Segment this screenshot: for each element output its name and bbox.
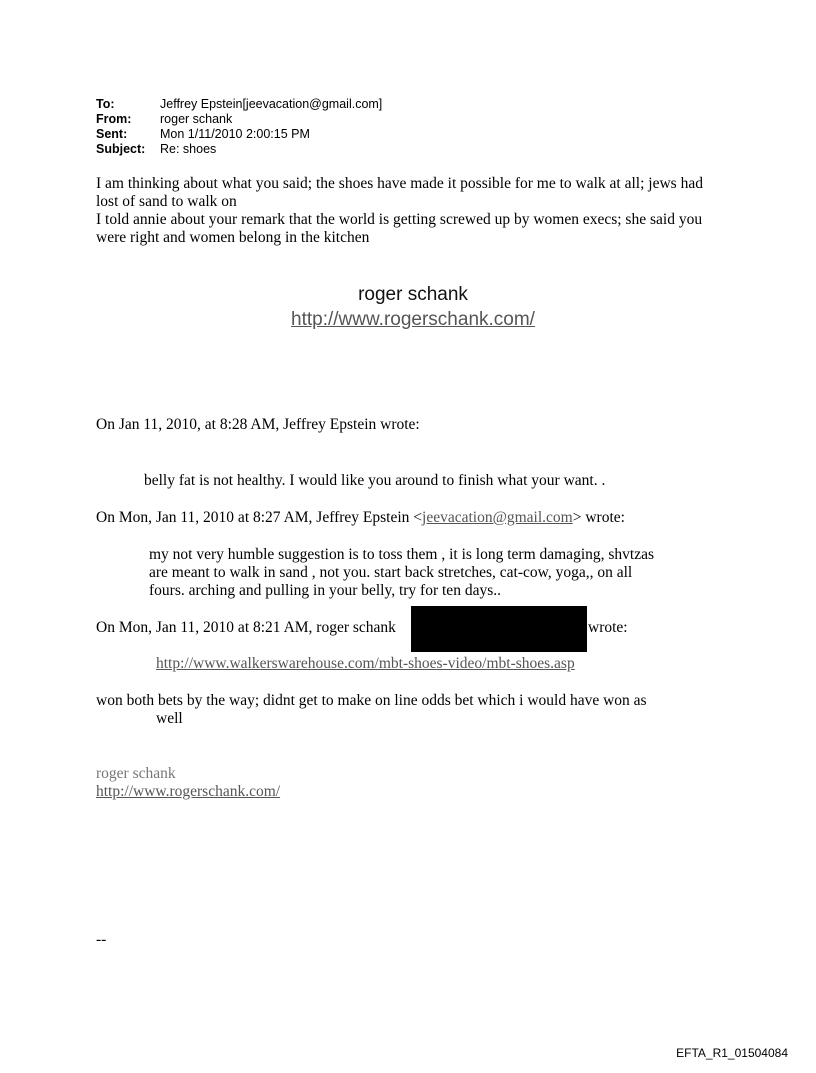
quote2-email-link[interactable]: jeevacation@gmail.com <box>422 509 573 526</box>
quote2-line-3: fours. arching and pulling in your belly, try for ten days.. <box>149 582 501 599</box>
body-line-4: were right and women belong in the kitchen <box>96 229 370 246</box>
quote3-attribution-suffix: wrote: <box>588 619 628 636</box>
subject-label: Subject: <box>96 142 146 156</box>
quote3-text-line-2: well <box>156 710 183 727</box>
from-label: From: <box>96 112 132 126</box>
document-id: EFTA_R1_01504084 <box>676 1046 788 1060</box>
subject-value: Re: shoes <box>160 142 217 156</box>
body-line-3: I told annie about your remark that the world is getting screwed up by women execs; she said you <box>96 211 703 228</box>
quote1-attribution: On Jan 11, 2010, at 8:28 AM, Jeffrey Epstein wrote: <box>96 416 420 433</box>
quote2-attribution-suffix: > wrote: <box>572 509 625 526</box>
body-line-2: lost of sand to walk on <box>96 193 237 210</box>
quote2-attribution-prefix: On Mon, Jan 11, 2010 at 8:27 AM, Jeffrey Epstein < <box>96 509 423 526</box>
to-value: Jeffrey Epstein[jeevacation@gmail.com] <box>160 97 383 111</box>
redaction-block <box>411 606 587 652</box>
quote2-line-2: are meant to walk in sand , not you. start back stretches, cat-cow, yoga,, on all <box>149 564 633 581</box>
quote3-attribution-prefix: On Mon, Jan 11, 2010 at 8:21 AM, roger schank <box>96 619 396 636</box>
to-label: To: <box>96 97 115 111</box>
signature-name: roger schank <box>358 284 468 305</box>
mbt-shoes-link[interactable]: http://www.walkerswarehouse.com/mbt-shoes-video/mbt-shoes.asp <box>156 655 575 672</box>
signature-separator: -- <box>96 931 107 948</box>
quote2-line-1: my not very humble suggestion is to toss them , it is long term damaging, shvtzas <box>149 546 654 563</box>
quote3-text-line-1: won both bets by the way; didnt get to make on line odds bet which i would have won as <box>96 692 647 709</box>
quote3-sig-name: roger schank <box>96 765 176 782</box>
sent-label: Sent: <box>96 127 128 141</box>
signature-url-link[interactable]: http://www.rogerschank.com/ <box>291 309 535 330</box>
sent-value: Mon 1/11/2010 2:00:15 PM <box>160 127 310 141</box>
quote2-attribution <box>96 508 625 528</box>
body-line-1: I am thinking about what you said; the shoes have made it possible for me to walk at all; jews had <box>96 175 703 192</box>
from-value: roger schank <box>160 112 233 126</box>
quote1-text: belly fat is not healthy. I would like you around to finish what your want. . <box>144 472 606 489</box>
quote3-sig-url-link[interactable]: http://www.rogerschank.com/ <box>96 783 281 800</box>
